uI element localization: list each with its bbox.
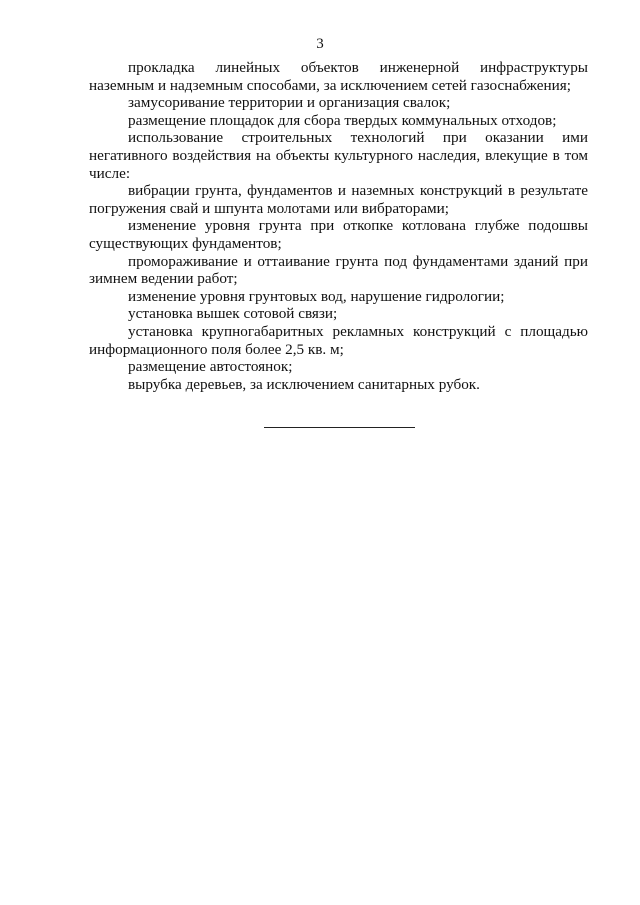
list-item: замусоривание территории и организация свалок;	[128, 94, 451, 112]
document-body	[89, 59, 588, 393]
list-item: использование строительных технологий при оказании ими негативного воздействия на объекты культурного наследия, влекущие в том числе:	[89, 129, 588, 182]
list-item: установка вышек сотовой связи;	[128, 305, 338, 323]
list-item: установка крупногабаритных рекламных конструкций с площадью информационного поля более 2,5 кв. м;	[89, 322, 588, 358]
list-item: промораживание и оттаивание грунта под фундаментами зданий при зимнем ведении работ;	[89, 252, 588, 288]
end-of-document-rule	[264, 427, 415, 428]
list-item: вырубка деревьев, за исключением санитарных рубок.	[128, 375, 480, 393]
list-item: прокладка линейных объектов инженерной инфраструктуры наземным и надземным способами, за исключением сетей газоснабжения;	[89, 59, 588, 94]
list-item: размещение автостоянок;	[128, 358, 293, 376]
list-item: изменение уровня грунта при откопке котлована глубже подошвы существующих фундаментов;	[89, 217, 588, 252]
list-item: размещение площадок для сбора твердых коммунальных отходов;	[128, 111, 557, 129]
list-item: изменение уровня грунтовых вод, нарушение гидрологии;	[128, 287, 505, 305]
page-number: 3	[316, 36, 324, 52]
list-item: вибрации грунта, фундаментов и наземных конструкций в результате погружения свай и шпунта молотами или вибраторами;	[89, 182, 588, 217]
